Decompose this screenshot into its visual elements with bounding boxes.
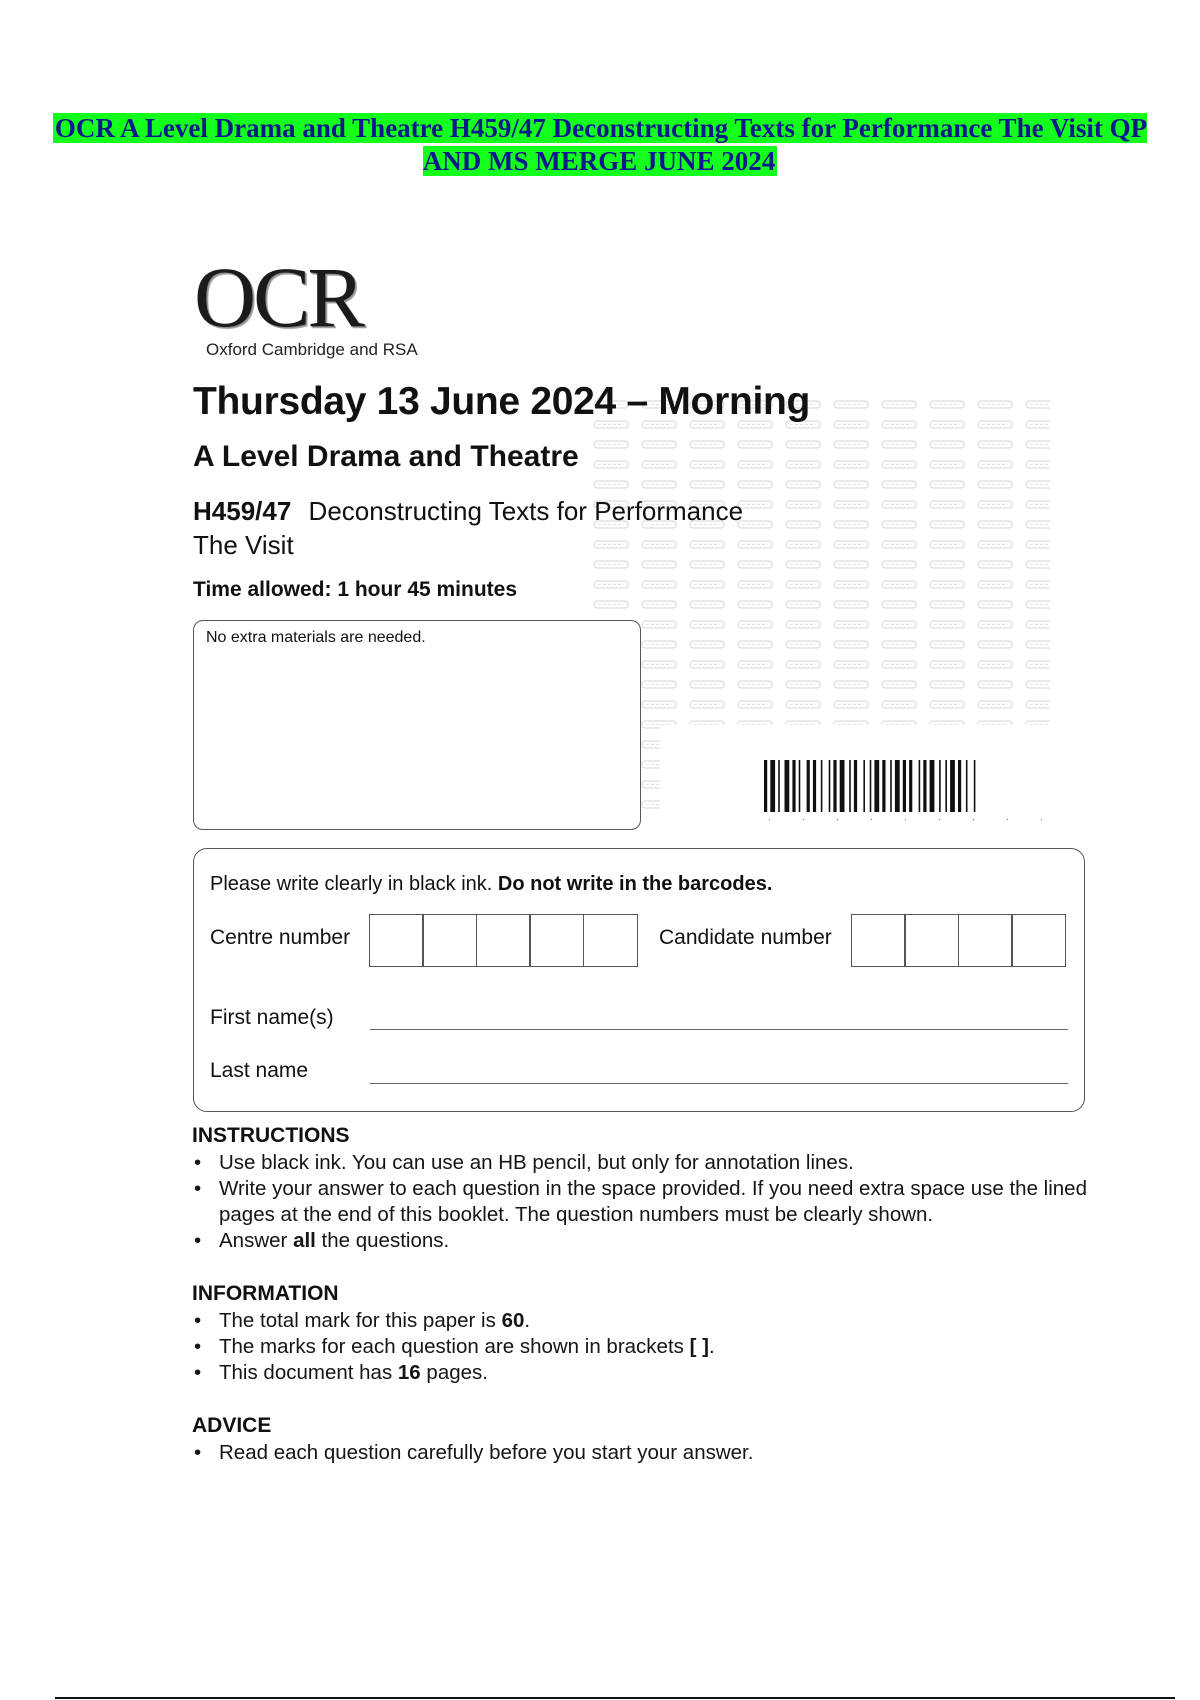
advice-heading: ADVICE [192,1414,272,1437]
list-item: • This document has 16 pages. [194,1361,488,1384]
information-list [192,1308,1092,1386]
centre-number-digit[interactable] [583,914,638,967]
document-title [40,112,1160,178]
ink-instruction-text: Please write clearly in black ink. [210,873,493,895]
candidate-details-box [193,848,1085,1112]
set-text: The Visit [193,530,294,560]
candidate-number-digit[interactable] [851,914,906,967]
barcode-warning: Do not write in the barcodes. [497,873,773,895]
paper-title: Deconstructing Texts for Performance [308,496,744,526]
candidate-number-boxes [852,914,1066,967]
first-name-label: First name(s) [210,1006,334,1029]
svg-text:.: . [836,813,839,822]
exam-date: Thursday 13 June 2024 – Morning [193,380,811,423]
paper-code: H459/47 [193,496,292,526]
list-item: • Write your answer to each question in the space provided. If you need extra space use the lined pages at the end of this booklet. The question numbers must be clearly shown. [194,1177,1087,1226]
security-watermark-pattern [590,395,1050,815]
svg-text:.: . [972,813,975,822]
list-item: • Read each question carefully before you start your answer. [194,1441,754,1464]
svg-text:.: . [938,813,941,822]
svg-text:.: . [904,813,907,822]
candidate-number-label: Candidate number [659,926,832,949]
first-name-field[interactable] [370,1029,1068,1030]
candidate-number-digit[interactable] [904,914,959,967]
svg-text:.: . [1040,813,1043,822]
last-name-label: Last name [210,1059,309,1082]
materials-box [193,620,641,830]
instructions-heading: INSTRUCTIONS [192,1124,350,1147]
document-title-text: OCR A Level Drama and Theatre H459/47 Deconstructing Texts for Performance The Visit QP AND MS MERGE JUNE 2024 [54,113,1148,176]
logo-subtitle: Oxford Cambridge and RSA [206,340,418,359]
ocr-logo [194,249,454,360]
barcode-image [762,760,1052,822]
list-item: • Answer all the questions. [194,1229,450,1252]
svg-text:.: . [768,813,771,822]
svg-text:.: . [1006,813,1009,822]
instructions-list [192,1150,1092,1254]
svg-text:.: . [802,813,805,822]
advice-list [192,1440,1092,1466]
footer-rule [55,1697,1175,1699]
svg-text:.: . [870,813,873,822]
candidate-number-digit[interactable] [1011,914,1066,967]
list-item: • The marks for each question are shown in brackets [ ]. [194,1335,715,1358]
last-name-field[interactable] [370,1083,1068,1084]
centre-number-label: Centre number [210,926,351,949]
centre-number-digit[interactable] [476,914,531,967]
list-item: • Use black ink. You can use an HB pencil, but only for annotation lines. [194,1151,854,1174]
list-item: • The total mark for this paper is 60. [194,1309,531,1332]
information-heading: INFORMATION [192,1282,339,1305]
ink-instruction [210,873,772,896]
exam-subject: A Level Drama and Theatre [193,440,579,473]
centre-number-boxes [370,914,638,967]
logo-mark: OCR [194,249,362,345]
materials-note: No extra materials are needed. [206,629,426,646]
time-allowed: Time allowed: 1 hour 45 minutes [193,578,518,601]
centre-number-digit[interactable] [529,914,584,967]
centre-number-digit[interactable] [369,914,424,967]
exam-code-line [193,496,743,527]
centre-number-digit[interactable] [422,914,477,967]
candidate-number-digit[interactable] [958,914,1013,967]
